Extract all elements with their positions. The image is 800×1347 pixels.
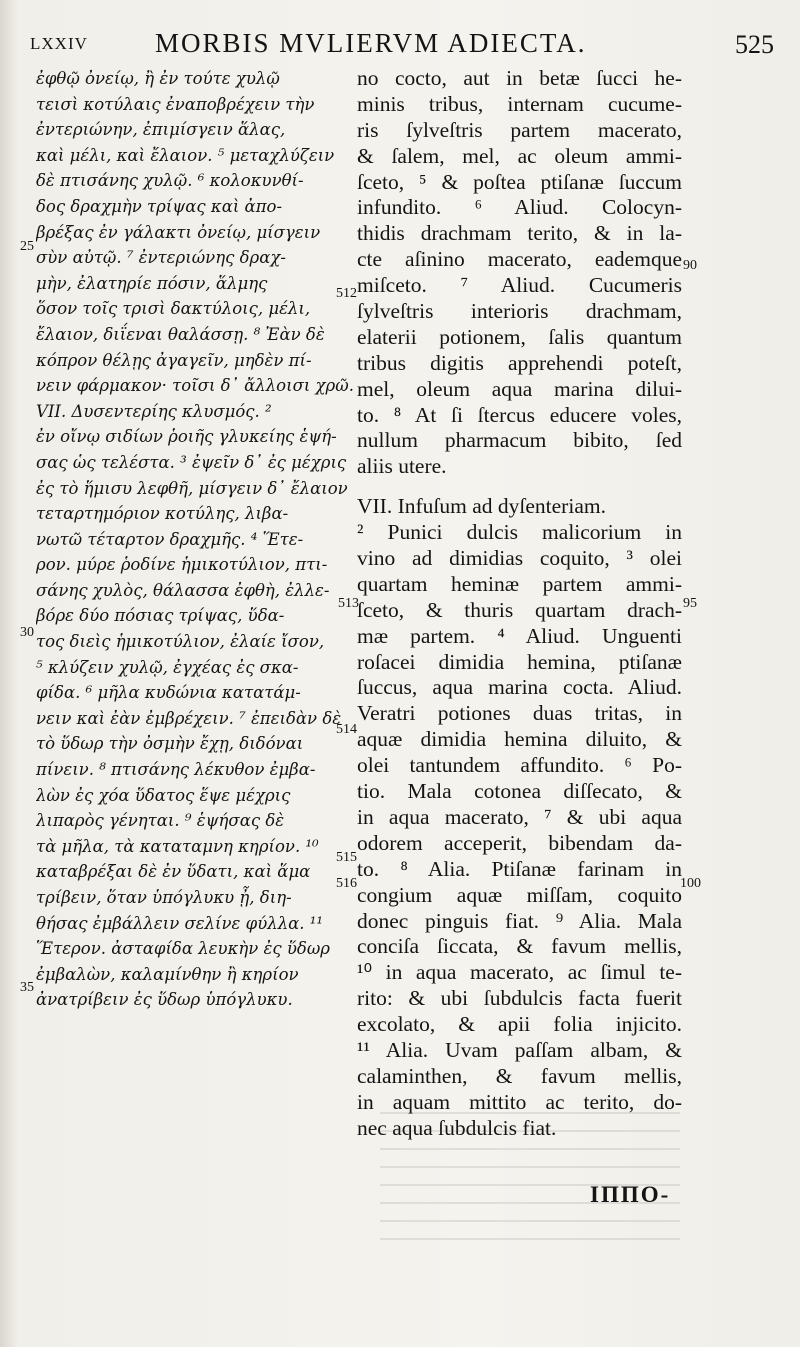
latin-text-line: donec pinguis fiat. ⁹ Alia. Mala [357,908,682,933]
catchword: ΙΠΠΟ- [590,1182,671,1207]
latin-text-line: ſuccus, aqua marina cocta. Aliud. [357,675,682,700]
greek-text-line: ⁵ κλύζειν χυλῷ, ἐγχέας ἐς σκα- [36,657,299,677]
running-header [20,26,780,66]
greek-text-line: νωτῶ τέταρτον δραχμῆς. ⁴ Ἕτε- [36,529,304,549]
section-heading: VII. Infuſum ad dyſenteriam. [357,494,606,519]
margin-number: 100 [680,876,701,891]
latin-text-line: olei tantundem affundito. ⁶ Po- [357,753,682,778]
greek-text-line: πίνειν. ⁸ πτισάνης λέκυθον ἐμβα- [36,760,316,780]
latin-text-line: vino ad dimidias coquito, ³ olei [357,546,682,571]
greek-text-line: κόπρον θέλῃς ἀγαγεῖν, μηδὲν πί- [36,350,312,370]
latin-text-line: to. ⁸ Alia. Ptiſanæ farinam in [357,856,682,881]
latin-text-line: odorem acceperit, bibendam da- [357,830,682,855]
greek-text-line: ἐν οἴνῳ σιδίων ῥοιῆς γλυκείης ἑψή- [36,427,337,447]
greek-text-line: καὶ μέλι, καὶ ἔλαιον. ⁵ μεταχλύζειν [36,145,335,165]
latin-text-line: to. ⁸ At ſi ſtercus educere voles, [357,402,682,427]
latin-text-line: elaterii potionem, ſalis quantum [357,324,682,349]
greek-text-line: βρέξας ἐν γάλακτι ὀνείῳ, μίσγειν [36,222,321,242]
greek-text-line: τὸ ὕδωρ τὴν ὀσμὴν ἔχῃ, διδόναι [36,734,304,754]
greek-text-line: τὰ μῆλα, τὰ καταταμνη κηρίον. ¹⁰ [36,836,319,856]
latin-text-line: aquæ dimidia hemina diluito, & [357,727,682,752]
page-number: 525 [735,30,774,59]
latin-text-line: quartam heminæ partem ammi- [357,571,682,596]
latin-text-line: tio. Mala cotonea diſſecato, & [357,779,682,804]
latin-text-line: tribus digitis apprehendi poteſt, [357,350,682,375]
greek-text-line: ἔλαιον, διΐεναι θαλάσσῃ. ⁸ Ἐὰν δὲ [36,324,325,344]
latin-text-line: nullum pharmacum bibito, ſed [357,428,682,453]
greek-column [36,66,354,1013]
greek-text-line: λιπαρὸς γένηται. ⁹ ἑψήσας δὲ [36,811,285,831]
greek-text-line: νειν καὶ ἐὰν ἐμβρέχειν. ⁷ ἐπειδὰν δὲ [36,708,342,728]
greek-text-line: ἐντεριώνην, ἐπιμίσγειν ἅλας, [36,120,286,140]
greek-text-line: ἐς τὸ ἥμισυ λεφθῆ, μίσγειν δ᾽ ἔλαιον [36,478,348,498]
margin-number: 95 [683,596,697,611]
greek-text-line: νειν φάρμακον· τοῖσι δ᾽ ἄλλοισι χρῶ. [36,376,354,396]
latin-column [357,66,682,1142]
latin-text-line: conciſa ſiccata, & favum mellis, [357,934,682,959]
latin-text-line: ſceto, ⁵ & poſtea ptiſanæ ſuccum [357,169,682,194]
greek-text-line: τος διεὶς ἡμικοτύλιον, ἐλαίε ἴσον, [36,632,325,652]
greek-text-line: μὴν, ἐλατηρίε πόσιν, ἅλμης [36,273,268,293]
latin-text-line: & ſalem, mel, ac oleum ammi- [357,143,682,168]
margin-number: 30 [20,625,34,640]
greek-text-line: καταβρέξαι δὲ ἐν ὕδατι, καὶ ἅμα [36,862,311,882]
greek-text-line: τεταρτημόριον κοτύλης, λιβα- [36,504,289,524]
greek-text-line: φίδα. ⁶ μῆλα κυδώνια κατατάμ- [36,683,301,703]
greek-text-line: VII. Δυσεντερίης κλυσμός. ² [36,401,272,421]
latin-text-line: ¹⁰ in aqua macerato, ac ſimul te- [357,960,682,985]
margin-number: 90 [683,258,697,273]
greek-text-line: τεισὶ κοτύλαις ἐναποβρέχειν τὴν [36,94,315,114]
greek-text-line: θήσας ἐμβάλλειν σελίνε φύλλα. ¹¹ [36,913,324,933]
latin-text-line: in aquam mittito ac terito, do- [357,1089,682,1114]
latin-text-line: rito: & ubi ſubdulcis facta fuerit [357,986,682,1011]
latin-text-line: miſceto. ⁷ Aliud. Cucumeris [357,273,682,298]
greek-text-line: λὼν ἐς χόα ὕδατος ἕψε μέχρις [36,785,291,805]
greek-text-line: δος δραχμὴν τρίψας καὶ ἀπο- [36,196,283,216]
latin-text-line: thidis drachmam terito, & in la- [357,221,682,246]
latin-text-line: congium aquæ miſſam, coquito [357,882,682,907]
latin-text-line: infundito. ⁶ Aliud. Colocyn- [357,195,682,220]
latin-text-line: calaminthen, & favum mellis, [357,1063,682,1088]
latin-text-line: ſylveſtris interioris drachmam, [357,299,682,324]
margin-number: 35 [20,980,34,995]
latin-text-line: in aqua macerato, ⁷ & ubi aqua [357,804,682,829]
latin-text-line: nec aqua ſubdulcis fiat. [357,1115,557,1140]
greek-text-line: ἀνατρίβειν ἐς ὕδωρ ὑπόγλυκυ. [36,990,293,1010]
greek-text-line: ρον. μύρε ῥοδίνε ἡμικοτύλιον, πτι- [36,555,328,575]
running-title: MORBIS MVLIERVM ADIECTA. [155,28,587,58]
latin-text-line: Veratri potiones duas tritas, in [357,701,682,726]
signature-mark: LXXIV [30,34,88,53]
greek-text-line: ὅσον τοῖς τρισὶ δακτύλοις, μέλι, [36,299,311,319]
show-through-shadow [380,1100,680,1240]
greek-text-line: σὺν αὐτῷ. ⁷ ἐντεριώνης δραχ- [36,248,286,268]
margin-number: 514 [336,722,357,737]
greek-text-line: Ἕτερον. ἀσταφίδα λευκὴν ἐς ὕδωρ [36,939,331,959]
latin-text-line: minis tribus, internam cucume- [357,91,682,116]
latin-text-line: aliis utere. [357,454,447,479]
latin-text-line: excolato, & apii folia injicito. [357,1012,682,1037]
latin-text-line: ris ſylveſtris partem macerato, [357,117,682,142]
greek-text-line: δὲ πτισάνης χυλῷ. ⁶ κολοκυνθί- [36,171,304,191]
margin-number: 512 [336,286,357,301]
greek-text-line: βόρε δύο πόσιας τρίψας, ὕδα- [36,606,285,626]
margin-number: 513 [338,596,359,611]
greek-text-line: ἐφθῷ ὀνείῳ, ἢ ἐν τούτε χυλῷ [36,69,280,88]
latin-text-line: roſacei dimidia hemina, ptiſanæ [357,649,682,674]
latin-text-line: ſceto, & thuris quartam drach- [357,597,682,622]
greek-text-line: ἐμβαλὼν, καλαμίνθην ἢ κηρίον [36,964,299,984]
margin-number: 516 [336,876,357,891]
latin-text-line: cte aſinino macerato, eademque [357,247,682,272]
greek-text-line: τρίβειν, ὅταν ὑπόγλυκυ ᾖ, διη- [36,888,292,907]
margin-number: 25 [20,239,34,254]
greek-text-line: σάνης χυλὸς, θάλασσα ἐφθὴ, ἐλλε- [36,580,330,600]
latin-text-line: ¹¹ Alia. Uvam paſſam albam, & [357,1037,682,1062]
latin-text-line: no cocto, aut in betæ ſucci he- [357,66,682,90]
greek-text-line: σας ὡς τελέστα. ³ ἐψεῖν δ᾽ ἐς μέχρις [36,452,347,472]
latin-text-line: mel, oleum aqua marina dilui- [357,376,682,401]
margin-number: 515 [336,850,357,865]
section-gap [357,480,682,494]
latin-text-line: mæ partem. ⁴ Aliud. Unguenti [357,623,682,648]
latin-text-line: ² Punici dulcis malicorium in [357,520,682,545]
